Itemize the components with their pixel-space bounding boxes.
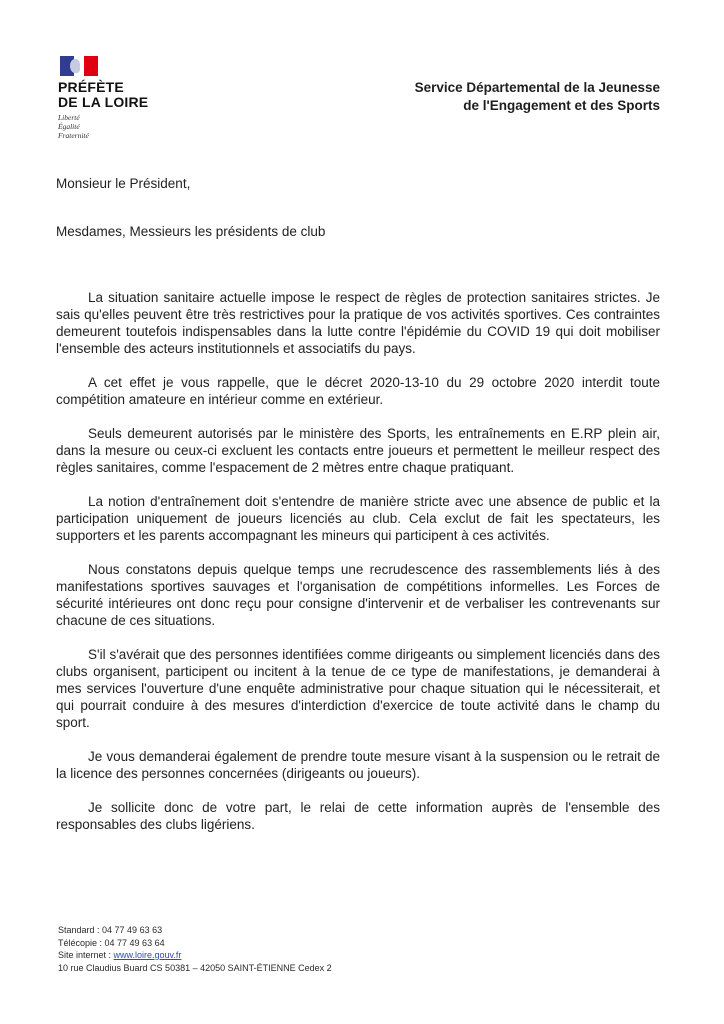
motto-egalite: Égalité	[58, 122, 80, 131]
salutation-club-presidents: Mesdames, Messieurs les présidents de club	[56, 224, 326, 239]
footer-site-label: Site internet :	[58, 950, 114, 960]
footer-telecopie: Télécopie : 04 77 49 63 64	[58, 937, 165, 948]
republic-motto	[58, 113, 178, 140]
paragraph: Je sollicite donc de votre part, le relai de cette information auprès de l'ensemble des responsables des clubs ligériens.	[56, 800, 660, 832]
paragraph: Nous constatons depuis quelque temps une recrudescence des rassemblements liés à des manifestations sportives sauvages et l'organisation de compétitions informelles. Les Forces de sécurité intérieures ont donc reçu pour consigne d'intervenir et de verbaliser les contrevenants sur chacune de ces situations.	[56, 562, 660, 628]
logo-title-line1: PRÉFÈTE	[58, 79, 124, 95]
paragraph: Je vous demanderai également de prendre toute mesure visant à la suspension ou le retrait de la licence des personnes concernées (dirigeants ou joueurs).	[56, 749, 660, 781]
footer-standard: Standard : 04 77 49 63 63	[58, 925, 163, 935]
logo-title-line2: DE LA LOIRE	[58, 94, 149, 110]
logo-title	[58, 80, 178, 110]
paragraph: S'il s'avérait que des personnes identifiées comme dirigeants ou simplement licenciés dans des clubs organisent, participent ou incitent à la tenue de ce type de manifestations, je demanderai à mes services l'ouverture d'une enquête administrative pour chaque situation qui le nécessiterait, et qui pourrait conduire à des mesures d'interdiction d'exercice de toute activité dans le champ du sport.	[56, 647, 660, 730]
service-line2: de l'Engagement et des Sports	[463, 98, 660, 113]
motto-liberte: Liberté	[58, 113, 80, 122]
paragraph: La notion d'entraînement doit s'entendre de manière stricte avec une absence de public et la participation uniquement de joueurs licenciés au club. Cela exclut de fait les spectateurs, les supporters et les parents accompagnant les mineurs qui participent à ces activités.	[56, 494, 660, 543]
service-heading	[415, 79, 660, 115]
letter-body	[56, 289, 660, 850]
paragraph: A cet effet je vous rappelle, que le décret 2020-13-10 du 29 octobre 2020 interdit toute compétition amateure en intérieur comme en extérieur.	[56, 375, 660, 407]
salutation-president: Monsieur le Président,	[56, 176, 191, 191]
motto-fraternite: Fraternité	[58, 131, 89, 140]
footer-address: 10 rue Claudius Buard CS 50381 – 42050 SAINT-ÉTIENNE Cedex 2	[58, 962, 332, 973]
website-link[interactable]: www.loire.gouv.fr	[113, 950, 182, 960]
footer-site	[58, 949, 332, 962]
prefecture-logo	[58, 56, 178, 140]
paragraph: Seuls demeurent autorisés par le ministère des Sports, les entraînements en E.RP plein air, dans la mesure ou ceux-ci excluent les contacts entre joueurs et permettent le meilleur respect des règles sanitaires, comme l'espacement de 2 mètres entre chaque pratiquant.	[56, 426, 660, 475]
contact-footer	[58, 924, 332, 974]
paragraph: La situation sanitaire actuelle impose le respect de règles de protection sanitaires strictes. Je sais qu'elles peuvent être très restrictives pour la pratique de vos activités sportives. Ces contraintes demeurent toutefois indispensables dans la lutte contre l'épidémie du COVID 19 qui doit mobiliser l'ensemble des acteurs institutionnels et associatifs du pays.	[56, 290, 660, 356]
marianne-flag-icon	[60, 56, 98, 76]
service-line1: Service Départemental de la Jeunesse	[414, 80, 660, 95]
